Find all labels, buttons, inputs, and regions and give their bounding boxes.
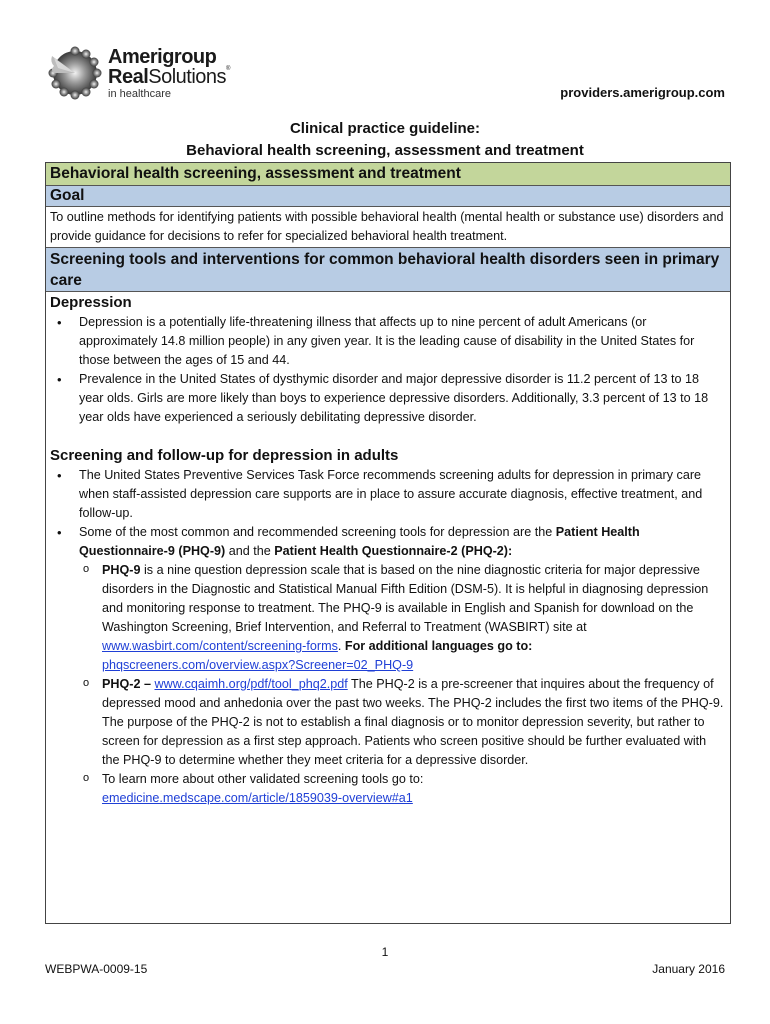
phq2-label: PHQ-2 – <box>102 677 155 691</box>
screening-tools-header: Screening tools and interventions for common behavioral health disorders seen in primary care <box>46 248 730 292</box>
section-header: Behavioral health screening, assessment and treatment <box>46 163 730 186</box>
guideline-table <box>45 162 731 924</box>
more-tools-text: To learn more about other validated screening tools go to: <box>102 772 424 786</box>
site-url: providers.amerigroup.com <box>560 85 725 100</box>
logo-brand-line1: Amerigroup <box>108 46 217 68</box>
logo-solutions: Solutions <box>148 66 227 88</box>
document-title-line2: Behavioral health screening, assessment and treatment <box>186 142 584 159</box>
phq9-description: is a nine question depression scale that is based on the nine diagnostic criteria for major depressive disorders in the Diagnostic and Statistical Manual Fifth Edition (DSM-5). It is helpful in diagnosing depression and monitoring response to treatment. The PHQ-9 is available in English and Spanish for download on the Washington Screening, Brief Intervention, and Referral to Treatment (WASBIRT) site at <box>102 563 709 634</box>
cqaimh-link[interactable]: www.cqaimh.org/pdf/tool_phq2.pdf <box>154 677 348 691</box>
phq9-label: PHQ-9 <box>102 563 141 577</box>
phq2-description: The PHQ-2 is a pre-screener that inquires about the frequency of depressed mood and anhedonia over the past two weeks. The PHQ-2 includes the first two items of the PHQ-9. The purpose of the PHQ-2 is not to establish a final diagnosis or to monitor depression severity, but rather to screen for depression as a first step approach. Patients who screen positive should be further evaluated with the PHQ-9 to determine whether they meet criteria for a depressive disorder. <box>102 677 724 767</box>
logo-tagline: in healthcare <box>108 88 171 100</box>
sunburst-logo-icon <box>48 46 102 100</box>
page-number: 1 <box>381 945 389 959</box>
list-item <box>50 523 726 808</box>
document-date: January 2016 <box>652 962 725 976</box>
list-item-more-tools <box>79 770 726 808</box>
goal-header: Goal <box>46 186 730 207</box>
punctuation: . <box>337 639 345 653</box>
logo-brand-line2 <box>108 66 230 89</box>
content-cell <box>50 293 726 808</box>
screening-bullet-list <box>50 466 726 808</box>
phq9-name: Patient Health Questionnaire-9 (PHQ-9) <box>79 525 640 558</box>
list-item: • Prevalence in the United States of dysthymic disorder and major depressive disorder is 11.2 percent of 13 to 18 year olds. Girls are more likely than boys to experience depressive disorders. Additionally, 3.3 percent of 13 to 18 year olds have experienced a seriously debilitating depressive disorder. <box>50 370 726 427</box>
screening-tools-sublist <box>79 561 726 808</box>
amerigroup-logo <box>46 44 246 104</box>
medscape-link[interactable]: emedicine.medscape.com/article/1859039-overview#a1 <box>102 791 413 805</box>
bullet-text: and the <box>225 544 275 558</box>
list-item-phq9 <box>79 561 726 675</box>
phq2-name: Patient Health Questionnaire-2 (PHQ-2): <box>274 544 513 558</box>
document-title-line1: Clinical practice guideline: <box>289 120 481 137</box>
list-item: • The United States Preventive Services Task Force recommends screening adults for depression in primary care when staff-assisted depression care supports are in place to assure accurate diagnosis, effective treatment, and follow-up. <box>50 466 726 523</box>
document-code: WEBPWA-0009-15 <box>45 962 148 976</box>
logo-real: Real <box>108 66 149 88</box>
phqscreeners-link[interactable]: phqscreeners.com/overview.aspx?Screener=02_PHQ-9 <box>102 658 414 672</box>
depression-heading: Depression <box>50 294 132 311</box>
additional-languages-label: For additional languages go to: <box>344 639 533 653</box>
goal-text: To outline methods for identifying patients with possible behavioral health (mental health or substance use) disorders and provide guidance for decisions to refer for specialized behavioral health treatment. <box>46 207 730 248</box>
list-item: • Depression is a potentially life-threatening illness that affects up to nine percent of adult Americans (or approximately 14.8 million people) in any given year. It is the leading cause of disability in the United States for those between the ages of 15 and 44. <box>50 313 726 370</box>
wasbirt-link[interactable]: www.wasbirt.com/content/screening-forms <box>102 639 338 653</box>
screening-heading: Screening and follow-up for depression in adults <box>50 447 399 464</box>
bullet-text: Some of the most common and recommended screening tools for depression are the <box>79 525 556 539</box>
list-item-phq2 <box>79 675 726 770</box>
depression-bullet-list <box>50 313 726 427</box>
registered-mark: ® <box>226 66 230 72</box>
